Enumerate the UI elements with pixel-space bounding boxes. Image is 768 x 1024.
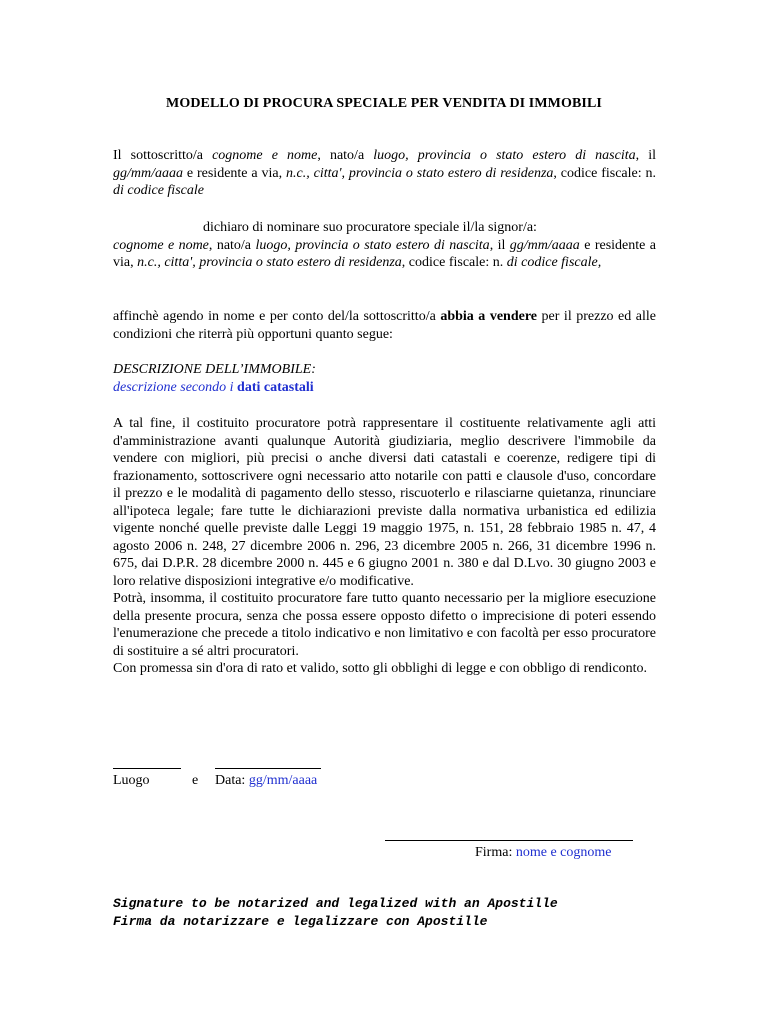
- grantor-text-4: e residente a via,: [183, 165, 286, 181]
- date-line: [215, 768, 321, 769]
- purpose-bold: abbia a vendere: [440, 309, 538, 324]
- date-field: [215, 772, 317, 790]
- grantor-birthdate-placeholder: gg/mm/aaaa: [113, 165, 183, 181]
- signature-line: [385, 840, 633, 841]
- purpose-text-1: affinchè agendo in nome e per conto del/la sottoscritto/a: [113, 309, 441, 324]
- purpose-paragraph: [113, 308, 656, 343]
- attorney-birthplace-placeholder: luogo, provincia o stato estero di nascita: [255, 237, 490, 253]
- signature-placeholder: nome e cognome: [515, 845, 612, 860]
- attorney-text-3: , il: [489, 237, 510, 253]
- attorney-name-placeholder: cognome e nome: [113, 237, 209, 253]
- property-description: [113, 361, 656, 396]
- and-label: e: [192, 773, 199, 788]
- cadastral-data-placeholder: dati catastali: [237, 379, 314, 395]
- purpose-text-2: per il prezzo ed alle condizioni che riterrà più opportuni quanto segue:: [113, 309, 656, 342]
- grantor-text-1: Il sottoscritto/a: [113, 148, 213, 163]
- place-label: Luogo: [113, 773, 150, 788]
- powers-paragraph-2: Potrà, insomma, il costituito procuratore fare tutto quanto necessario per la migliore esecuzione della presente procura, senza che possa essere opposto difetto o imprecisione di poteri essendo l'enumerazione che precede a titolo indicativo e non limitativo e con facoltà per esso procuratore di sostituire a sé altri procuratori.: [113, 591, 656, 659]
- powers-paragraph-1: A tal fine, il costituito procuratore potrà rappresentare il costituente relativamente agli atti d'amministrazione avanti qualunque Autorità giudiziaria, meglio descrivere l'immobile da vendere con migliori, più precisi o anche diversi dati catastali e coerenze, redigere tipi di frazionamento, sottoscrivere ogni necessario atto notarile con patti e clausole d'uso, concordare il prezzo e le modalità di pagamento dello stesso, riscuoterlo e rilasciarne quietanza, rinunciare all'ipoteca legale; fare tutte le dichiarazioni previste dalla normativa urbanistica ed edilizia vigente nonché quelle previste dalle Leggi 19 maggio 1975, n. 151, 28 febbraio 1985 n. 47, 4 agosto 2006 n. 248, 27 dicembre 2006 n. 296, 23 dicembre 2005 n. 266, 31 dicembre 1996 n. 675, dai D.P.R. 28 dicembre 2000 n. 445 e 6 giugno 2001 n. 380 e dal D.Lvo. 30 giugno 2003 e loro relative disposizioni integrative e/o modificative.: [113, 416, 656, 589]
- powers-paragraph-3: Con promessa sin d'ora di rato et valido, sotto gli obblighi di legge e con obbligo di rendiconto.: [113, 661, 648, 676]
- grantor-fiscal-code-placeholder: di codice fiscale: [113, 183, 204, 198]
- attorney-fiscal-code-placeholder: di codice fiscale: [506, 255, 598, 270]
- signature-field: [475, 844, 611, 862]
- attorney-paragraph: [113, 219, 656, 272]
- attorney-text-4: e residente a via,: [113, 237, 656, 270]
- grantor-text-5: , codice fiscale: n.: [553, 165, 657, 181]
- grantor-text-2: , nato/a: [317, 148, 374, 163]
- attorney-text-5: , codice fiscale: n.: [401, 255, 507, 270]
- grantor-name-placeholder: cognome e nome: [212, 148, 318, 163]
- grantor-residence-placeholder: n.c., citta', provincia o stato estero di residenza: [286, 165, 554, 181]
- document-title: MODELLO DI PROCURA SPECIALE PER VENDITA DI IMMOBILI: [166, 96, 602, 111]
- description-placeholder: descrizione secondo i: [113, 379, 238, 395]
- description-heading: DESCRIZIONE DELL’IMMOBILE:: [113, 362, 316, 377]
- signature-label: Firma:: [475, 845, 516, 860]
- grantor-paragraph: [113, 147, 656, 200]
- attorney-residence-placeholder: n.c., citta', provincia o stato estero di residenza: [137, 255, 402, 270]
- date-label: Data:: [215, 773, 249, 788]
- notice-english: Signature to be notarized and legalized with an Apostille: [113, 896, 558, 911]
- place-line: [113, 768, 181, 769]
- attorney-text-6: ,: [597, 255, 602, 270]
- attorney-birthdate-placeholder: gg/mm/aaaa: [509, 237, 580, 253]
- grantor-birthplace-placeholder: luogo, provincia o stato estero di nascita: [373, 148, 636, 163]
- powers-body: [113, 415, 656, 678]
- attorney-lead: dichiaro di nominare suo procuratore speciale il/la signor/a:: [203, 220, 537, 235]
- notice-italian: Firma da notarizzare e legalizzare con Apostille: [113, 914, 488, 929]
- attorney-text-2: , nato/a: [208, 237, 256, 253]
- grantor-text-3: , il: [635, 148, 657, 163]
- date-placeholder: gg/mm/aaaa: [248, 773, 318, 788]
